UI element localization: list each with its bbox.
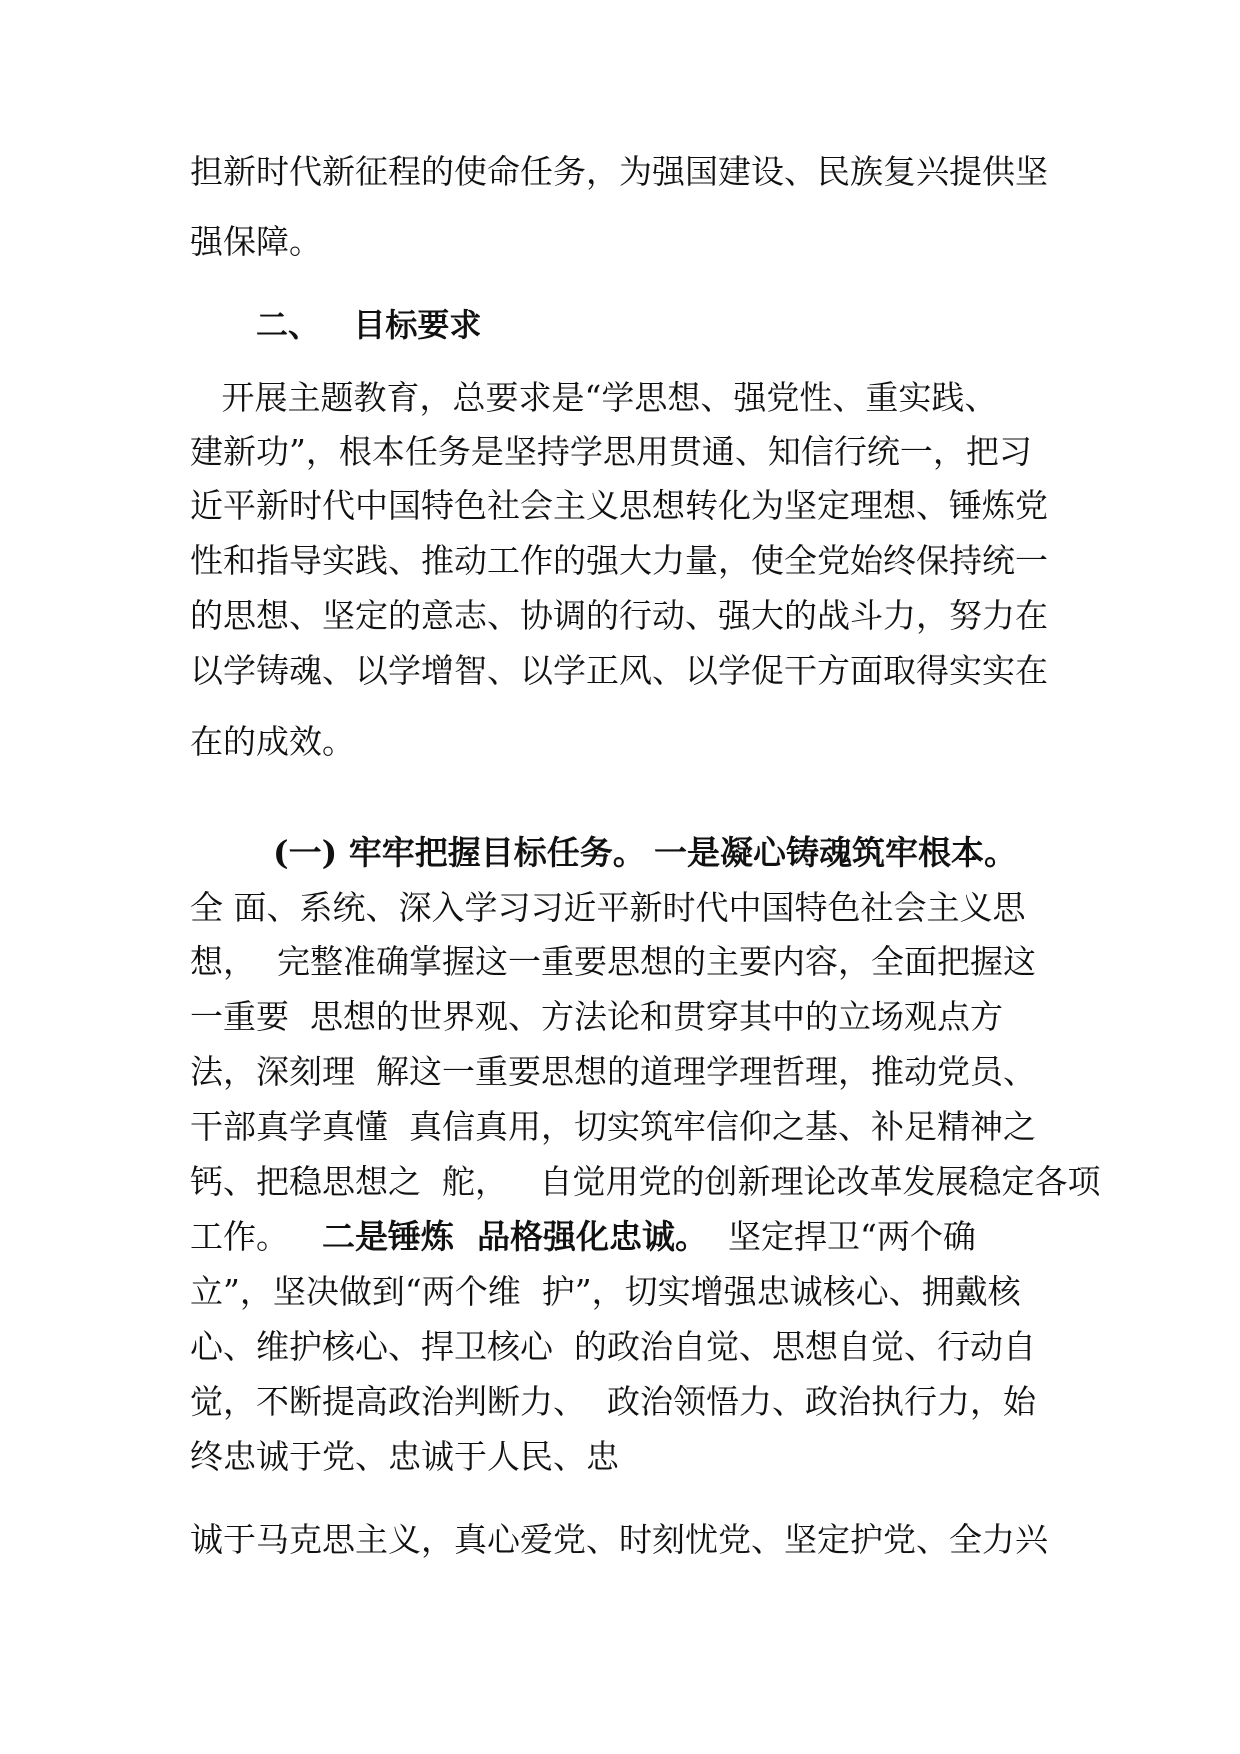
paragraph-line: 以学铸魂、以学增智、以学正风、以学促干方面取得实实在 [190, 651, 1048, 690]
paragraph-line: 立”，坚决做到“两个维 护”，切实增强忠诚核心、拥戴核 [190, 1272, 1021, 1311]
paragraph-line: 钙、把稳思想之 舵， 自觉用党的创新理论改革发展稳定各项 [190, 1162, 1101, 1201]
paragraph-line: 诚于马克思主义，真心爱党、时刻忧党、坚定护党、全力兴 [190, 1520, 1048, 1559]
point-title: 一是凝心铸魂筑牢根本。 [654, 833, 1017, 872]
paragraph-line: 全 面、系统、深入学习习近平新时代中国特色社会主义思 [190, 888, 1026, 927]
paragraph-line: 终忠诚于党、忠诚于人民、忠 [190, 1437, 619, 1476]
paragraph-line: 一重要 思想的世界观、方法论和贯穿其中的立场观点方 [190, 997, 1003, 1036]
paragraph-line: 担新时代新征程的使命任务，为强国建设、民族复兴提供坚 [190, 152, 1048, 191]
paragraph-line: 想， 完整准确掌握这一重要思想的主要内容，全面把握这 [190, 942, 1036, 981]
paragraph-line: 近平新时代中国特色社会主义思想转化为坚定理想、锤炼党 [190, 486, 1048, 525]
paragraph-line: 建新功”，根本任务是坚持学思用贯通、知信行统一，把习 [190, 432, 1032, 471]
paragraph-line: 坚定捍卫“两个确 [728, 1217, 976, 1256]
paragraph-line: 开展主题教育，总要求是“学思想、强党性、重实践、 [190, 378, 998, 417]
paragraph-line: 干部真学真懂 真信真用，切实筑牢信仰之基、补足精神之 [190, 1107, 1036, 1146]
subsection-title: (一) 牢牢把握目标任务。 [273, 833, 646, 872]
paragraph-line: 的思想、坚定的意志、协调的行动、强大的战斗力，努力在 [190, 596, 1048, 635]
paragraph-line: 法，深刻理 解这一重要思想的道理学理哲理，推动党员、 [190, 1052, 1036, 1091]
paragraph-line: 在的成效。 [190, 722, 355, 761]
paragraph-line: 觉，不断提高政治判断力、 政治领悟力、政治执行力，始 [190, 1382, 1036, 1421]
point-title: 二是锤炼 品格强化忠诚。 [322, 1217, 708, 1256]
paragraph-line: 性和指导实践、推动工作的强大力量，使全党始终保持统一 [190, 541, 1048, 580]
paragraph-line: 工作。 [190, 1217, 289, 1256]
paragraph-line: 心、维护核心、捍卫核心 的政治自觉、思想自觉、行动自 [190, 1327, 1036, 1366]
paragraph-line: 强保障。 [190, 222, 322, 261]
section-heading: 二、 目标要求 [256, 306, 482, 344]
